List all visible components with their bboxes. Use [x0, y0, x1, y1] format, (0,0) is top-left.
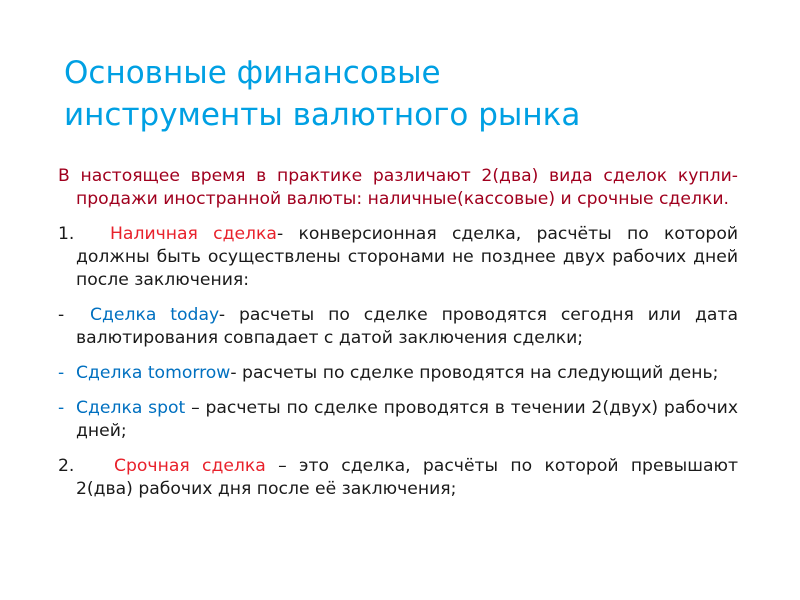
- list-marker: -: [58, 363, 65, 383]
- list-marker: 2.: [58, 456, 75, 476]
- list-marker: 1.: [58, 224, 75, 244]
- term-cash-deal: Наличная сделка: [110, 224, 277, 244]
- list-item-cash-deal: [58, 223, 738, 292]
- definition-text: – это сделка, расчёты по которой превышают 2(два) рабочих дня после её заключения;: [76, 456, 738, 499]
- definition-text: - расчеты по сделке проводятся на следующий день;: [230, 363, 719, 383]
- term-spot: Сделка spot: [76, 398, 186, 418]
- definition-text: - расчеты по сделке проводятся сегодня или дата валютирования совпадает с датой заключения сделки;: [76, 305, 738, 348]
- list-marker: -: [58, 305, 65, 325]
- list-item-forward-deal: [58, 455, 738, 501]
- term-tomorrow: Сделка tomorrow: [76, 363, 231, 383]
- list-marker: -: [58, 398, 65, 418]
- slide-title: [64, 52, 744, 136]
- definition-text: - конверсионная сделка, расчёты по которой должны быть осуществлены сторонами не позднее двух рабочих дней после заключения:: [76, 224, 739, 290]
- definition-text: – расчеты по сделке проводятся в течении 2(двух) рабочих дней;: [76, 398, 738, 441]
- slide-title-line-1: Основные финансовые: [64, 55, 441, 91]
- slide-title-line-2: инструменты валютного рынка: [64, 97, 581, 133]
- term-today: Сделка today: [90, 305, 219, 325]
- intro-paragraph: В настоящее время в практике различают 2(два) вида сделок купли-продажи иностранной валюты: наличные(кассовые) и срочные сделки.: [58, 166, 738, 209]
- list-item-spot: [58, 397, 738, 443]
- term-forward-deal: Срочная сделка: [114, 456, 266, 476]
- slide-content: [58, 165, 738, 513]
- list-item-today: [58, 304, 738, 350]
- list-item-tomorrow: [58, 362, 738, 385]
